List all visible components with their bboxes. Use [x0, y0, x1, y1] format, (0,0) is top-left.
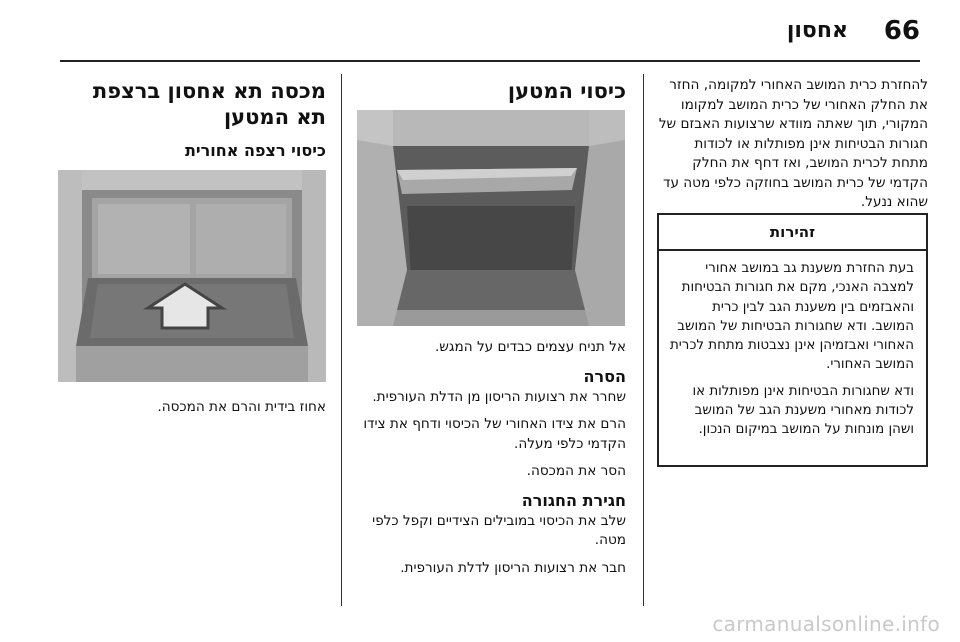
- header-rule: [60, 60, 920, 62]
- warning-box: [657, 213, 928, 467]
- right-column: [657, 76, 928, 213]
- warning-paragraph: ודא שחגורות הבטיחות אינן מפותלות או לכודות מאחורי משענת הגב של המושב ושהן מונחות על המושב במיקום הנכון.: [692, 383, 914, 438]
- chapter-title: אחסון: [786, 18, 848, 43]
- column-divider-left: [341, 74, 342, 606]
- refit-step-2: חבר את רצועות הריסון לדלת העורפית.: [400, 559, 626, 576]
- warning-title: זהירות: [659, 215, 926, 251]
- section-title-load-cover: כיסוי המטען: [507, 79, 626, 103]
- middle-column: [356, 78, 626, 104]
- load-cover-illustration: [357, 110, 625, 326]
- middle-column-text: [356, 338, 626, 586]
- floor-cover-caption: אחוז בידית והרם את המכסה.: [157, 399, 326, 415]
- section-title-floor-storage: מכסה תא אחסון ברצפת תא המטען: [92, 79, 326, 129]
- floor-cover-photo: [58, 170, 326, 382]
- refit-step-1: שלב את הכיסוי במובילים הצידיים וקפל כלפי מטה.: [372, 512, 626, 548]
- seat-cushion-return-text: להחזרת כרית המושב האחורי למקומה, החזר את החלק האחורי של כרית המושב למקומו המקורי, תוך שאתה מוודא שרצועות האבזם של חגורות הבטיחות אינן מפותלות או לכודות מתחת לכרית המושב, ואז דחף את החלק הקדמי של כרית המושב בחוזקה כלפי מטה עד שהוא ננעל.: [658, 77, 928, 210]
- page-header: [0, 0, 960, 62]
- left-column: [58, 78, 326, 162]
- floor-cover-illustration: [58, 170, 326, 382]
- removal-step-2: הרם את צידו האחורי של הכיסוי ודחף את צידו הקדמי כלפי מעלה.: [363, 416, 626, 452]
- page-number: 66: [883, 16, 920, 46]
- removal-step-3: הסר את המכסה.: [526, 463, 626, 479]
- watermark: carmanualsonline.info: [712, 612, 940, 636]
- load-cover-caution: אל תניח עצמים כבדים על המגש.: [434, 339, 626, 355]
- left-column-caption: [58, 398, 326, 418]
- subsection-rear-floor-cover: כיסוי רצפה אחורית: [185, 141, 326, 160]
- column-divider-right: [643, 74, 644, 606]
- removal-step-1: שחרר את רצועות הריסון מן הדלת העורפית.: [372, 388, 626, 405]
- heading-refit: חגירת החגורה: [521, 490, 626, 510]
- load-cover-photo: [357, 110, 625, 326]
- heading-removal: הסרה: [583, 366, 626, 386]
- warning-paragraph: בעת החזרת משענת גב במושב אחורי למצבה האנכי, מקם את חגורות הבטיחות והאבזמים בין משענת הגב לבין כרית המושב. ודא שחגורות הבטיחות של המושב האחורי ואבזמיהן אינן נצבטות מתחת לכרית המושב האחורי.: [669, 261, 914, 373]
- warning-body: [659, 251, 926, 440]
